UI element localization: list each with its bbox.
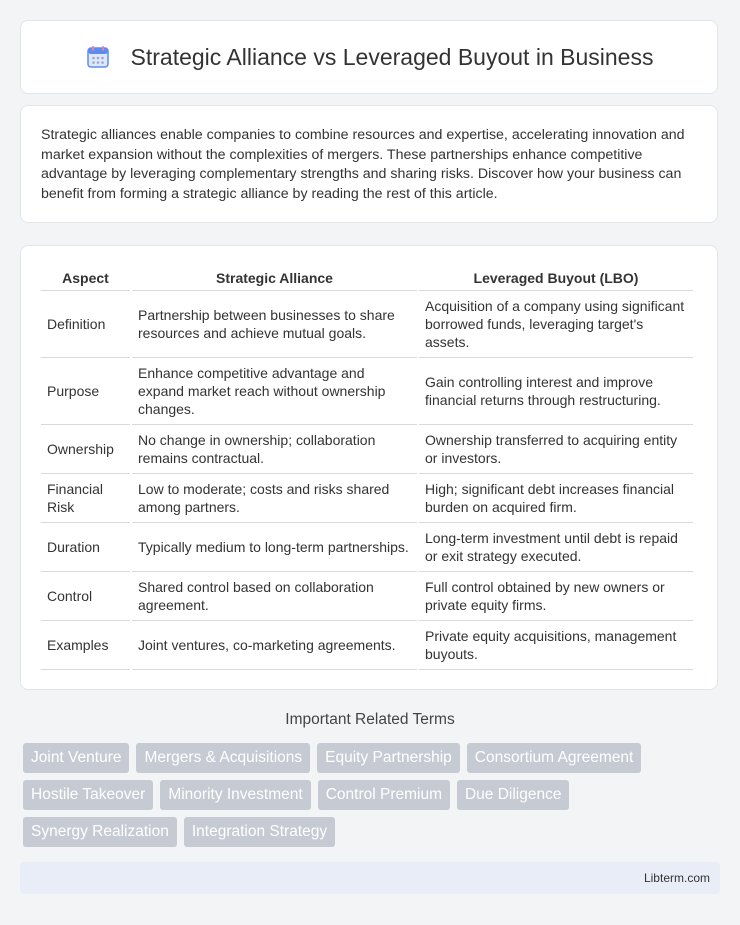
cell-strategic-alliance: Typically medium to long-term partnerships. bbox=[132, 523, 417, 572]
tag-due-diligence[interactable]: Due Diligence bbox=[457, 780, 570, 810]
cell-strategic-alliance: Low to moderate; costs and risks shared among partners. bbox=[132, 474, 417, 523]
footer bbox=[20, 862, 720, 894]
tag-synergy-realization[interactable]: Synergy Realization bbox=[23, 817, 177, 847]
table-row bbox=[41, 621, 693, 670]
comparison-card bbox=[20, 245, 718, 690]
cell-lbo: Gain controlling interest and improve financial returns through restructuring. bbox=[419, 358, 693, 425]
cell-strategic-alliance: Partnership between businesses to share resources and achieve mutual goals. bbox=[132, 291, 417, 358]
cell-lbo: Private equity acquisitions, management buyouts. bbox=[419, 621, 693, 670]
intro-paragraph: Strategic alliances enable companies to combine resources and expertise, accelerating innovation and market expansion without the complexities of mergers. These partnerships enhance competitive advantage by leveraging complementary strengths and sharing risks. Discover how your business can benefit from forming a strategic alliance by reading the rest of this article. bbox=[41, 127, 685, 202]
calendar-icon bbox=[85, 44, 111, 70]
header-strategic-alliance: Strategic Alliance bbox=[132, 266, 417, 291]
table-row bbox=[41, 474, 693, 523]
tag-minority-investment[interactable]: Minority Investment bbox=[160, 780, 310, 810]
cell-strategic-alliance: Joint ventures, co-marketing agreements. bbox=[132, 621, 417, 670]
cell-lbo: Long-term investment until debt is repaid or exit strategy executed. bbox=[419, 523, 693, 572]
table-row bbox=[41, 425, 693, 474]
cell-aspect: Definition bbox=[41, 291, 130, 358]
intro-card bbox=[20, 105, 718, 223]
cell-aspect: Ownership bbox=[41, 425, 130, 474]
cell-aspect: Examples bbox=[41, 621, 130, 670]
cell-lbo: Full control obtained by new owners or private equity firms. bbox=[419, 572, 693, 621]
tag-control-premium[interactable]: Control Premium bbox=[318, 780, 450, 810]
cell-aspect: Purpose bbox=[41, 358, 130, 425]
table-row bbox=[41, 291, 693, 358]
tag-hostile-takeover[interactable]: Hostile Takeover bbox=[23, 780, 153, 810]
related-terms-title: Important Related Terms bbox=[285, 711, 455, 728]
tag-consortium-agreement[interactable]: Consortium Agreement bbox=[467, 743, 642, 773]
header-card bbox=[20, 20, 718, 94]
cell-aspect: Duration bbox=[41, 523, 130, 572]
cell-lbo: Acquisition of a company using significant borrowed funds, leveraging target's assets. bbox=[419, 291, 693, 358]
cell-strategic-alliance: Enhance competitive advantage and expand market reach without ownership changes. bbox=[132, 358, 417, 425]
tag-mergers-acquisitions[interactable]: Mergers & Acquisitions bbox=[136, 743, 310, 773]
header-aspect: Aspect bbox=[41, 266, 130, 291]
table-header-row bbox=[41, 266, 693, 291]
related-terms-list bbox=[23, 743, 703, 847]
comparison-table bbox=[39, 266, 695, 670]
tag-joint-venture[interactable]: Joint Venture bbox=[23, 743, 129, 773]
cell-aspect: Control bbox=[41, 572, 130, 621]
cell-lbo: High; significant debt increases financial burden on acquired firm. bbox=[419, 474, 693, 523]
cell-strategic-alliance: No change in ownership; collaboration remains contractual. bbox=[132, 425, 417, 474]
cell-lbo: Ownership transferred to acquiring entity or investors. bbox=[419, 425, 693, 474]
footer-site-link[interactable]: Libterm.com bbox=[643, 871, 710, 885]
table-row bbox=[41, 358, 693, 425]
header-lbo: Leveraged Buyout (LBO) bbox=[419, 266, 693, 291]
table-row bbox=[41, 523, 693, 572]
table-row bbox=[41, 572, 693, 621]
page-title: Strategic Alliance vs Leveraged Buyout in Business bbox=[130, 43, 654, 70]
cell-strategic-alliance: Shared control based on collaboration agreement. bbox=[132, 572, 417, 621]
tag-equity-partnership[interactable]: Equity Partnership bbox=[317, 743, 460, 773]
cell-aspect: Financial Risk bbox=[41, 474, 130, 523]
tag-integration-strategy[interactable]: Integration Strategy bbox=[184, 817, 335, 847]
